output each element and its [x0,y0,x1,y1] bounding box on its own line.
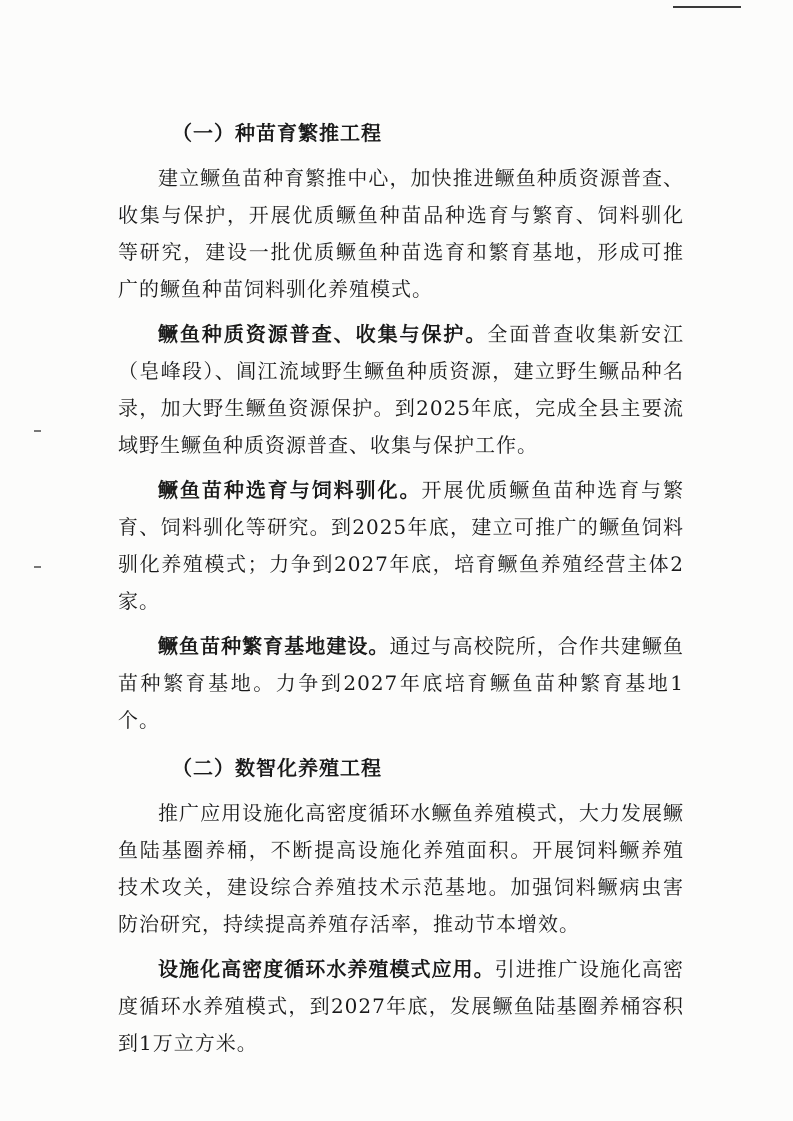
paragraph-text: 开展优质鳜鱼苗种选育与繁育、饲料驯化等研究。到2025年底，建立可推广的鳜鱼饲料驯化养殖模式；力争到2027年底，培育鳜鱼养殖经营主体2家。 [118,478,685,613]
paragraph-lead: 鳜鱼种质资源普查、收集与保护。 [158,322,488,346]
paragraph-text: 建立鳜鱼苗种育繁推中心，加快推进鳜鱼种质资源普查、收集与保护，开展优质鳜鱼种苗品种选育与繁育、饲料驯化等研究，建设一批优质鳜鱼种苗选育和繁育基地，形成可推广的鳜鱼种苗饲料驯化养殖模式。 [118,166,684,301]
paragraph [118,951,684,1062]
paragraph-text: 推广应用设施化高密度循环水鳜鱼养殖模式，大力发展鳜鱼陆基圈养桶，不断提高设施化养殖面积。开展饲料鳜养殖技术攻关，建设综合养殖技术示范基地。加强饲料鳜病虫害防治研究，持续提高养殖存活率，推动节本增效。 [118,801,684,936]
paragraph-text: 通过与高校院所，合作共建鳜鱼苗种繁育基地。力争到2027年底培育鳜鱼苗种繁育基地1个。 [118,634,685,732]
paragraph [118,795,684,943]
paragraph-lead: 鳜鱼苗种繁育基地建设。 [158,634,390,658]
paragraph-text: 引进推广设施化高密度循环水养殖模式，到2027年底，发展鳜鱼陆基圈养桶容积到1万立方米。 [118,957,685,1055]
binding-mark [34,566,41,568]
paragraph [118,160,684,308]
section-heading: （一）种苗育繁推工程 [172,121,382,145]
paragraph [118,472,684,620]
paragraph [118,628,684,739]
binding-mark [34,430,41,432]
scan-edge-line [673,6,741,8]
paragraph-lead: 设施化高密度循环水养殖模式应用。 [158,957,495,981]
section-heading: （二）数智化养殖工程 [172,756,382,780]
document-body [118,116,684,1070]
paragraph-lead: 鳜鱼苗种选育与饲料驯化。 [158,478,422,502]
paragraph [118,316,684,464]
paragraph-text: 全面普查收集新安江（皂峰段）、阊江流域野生鳜鱼种质资源，建立野生鳜品种名录，加大野生鳜鱼资源保护。到2025年底，完成全县主要流域野生鳜鱼种质资源普查、收集与保护工作。 [118,322,685,457]
